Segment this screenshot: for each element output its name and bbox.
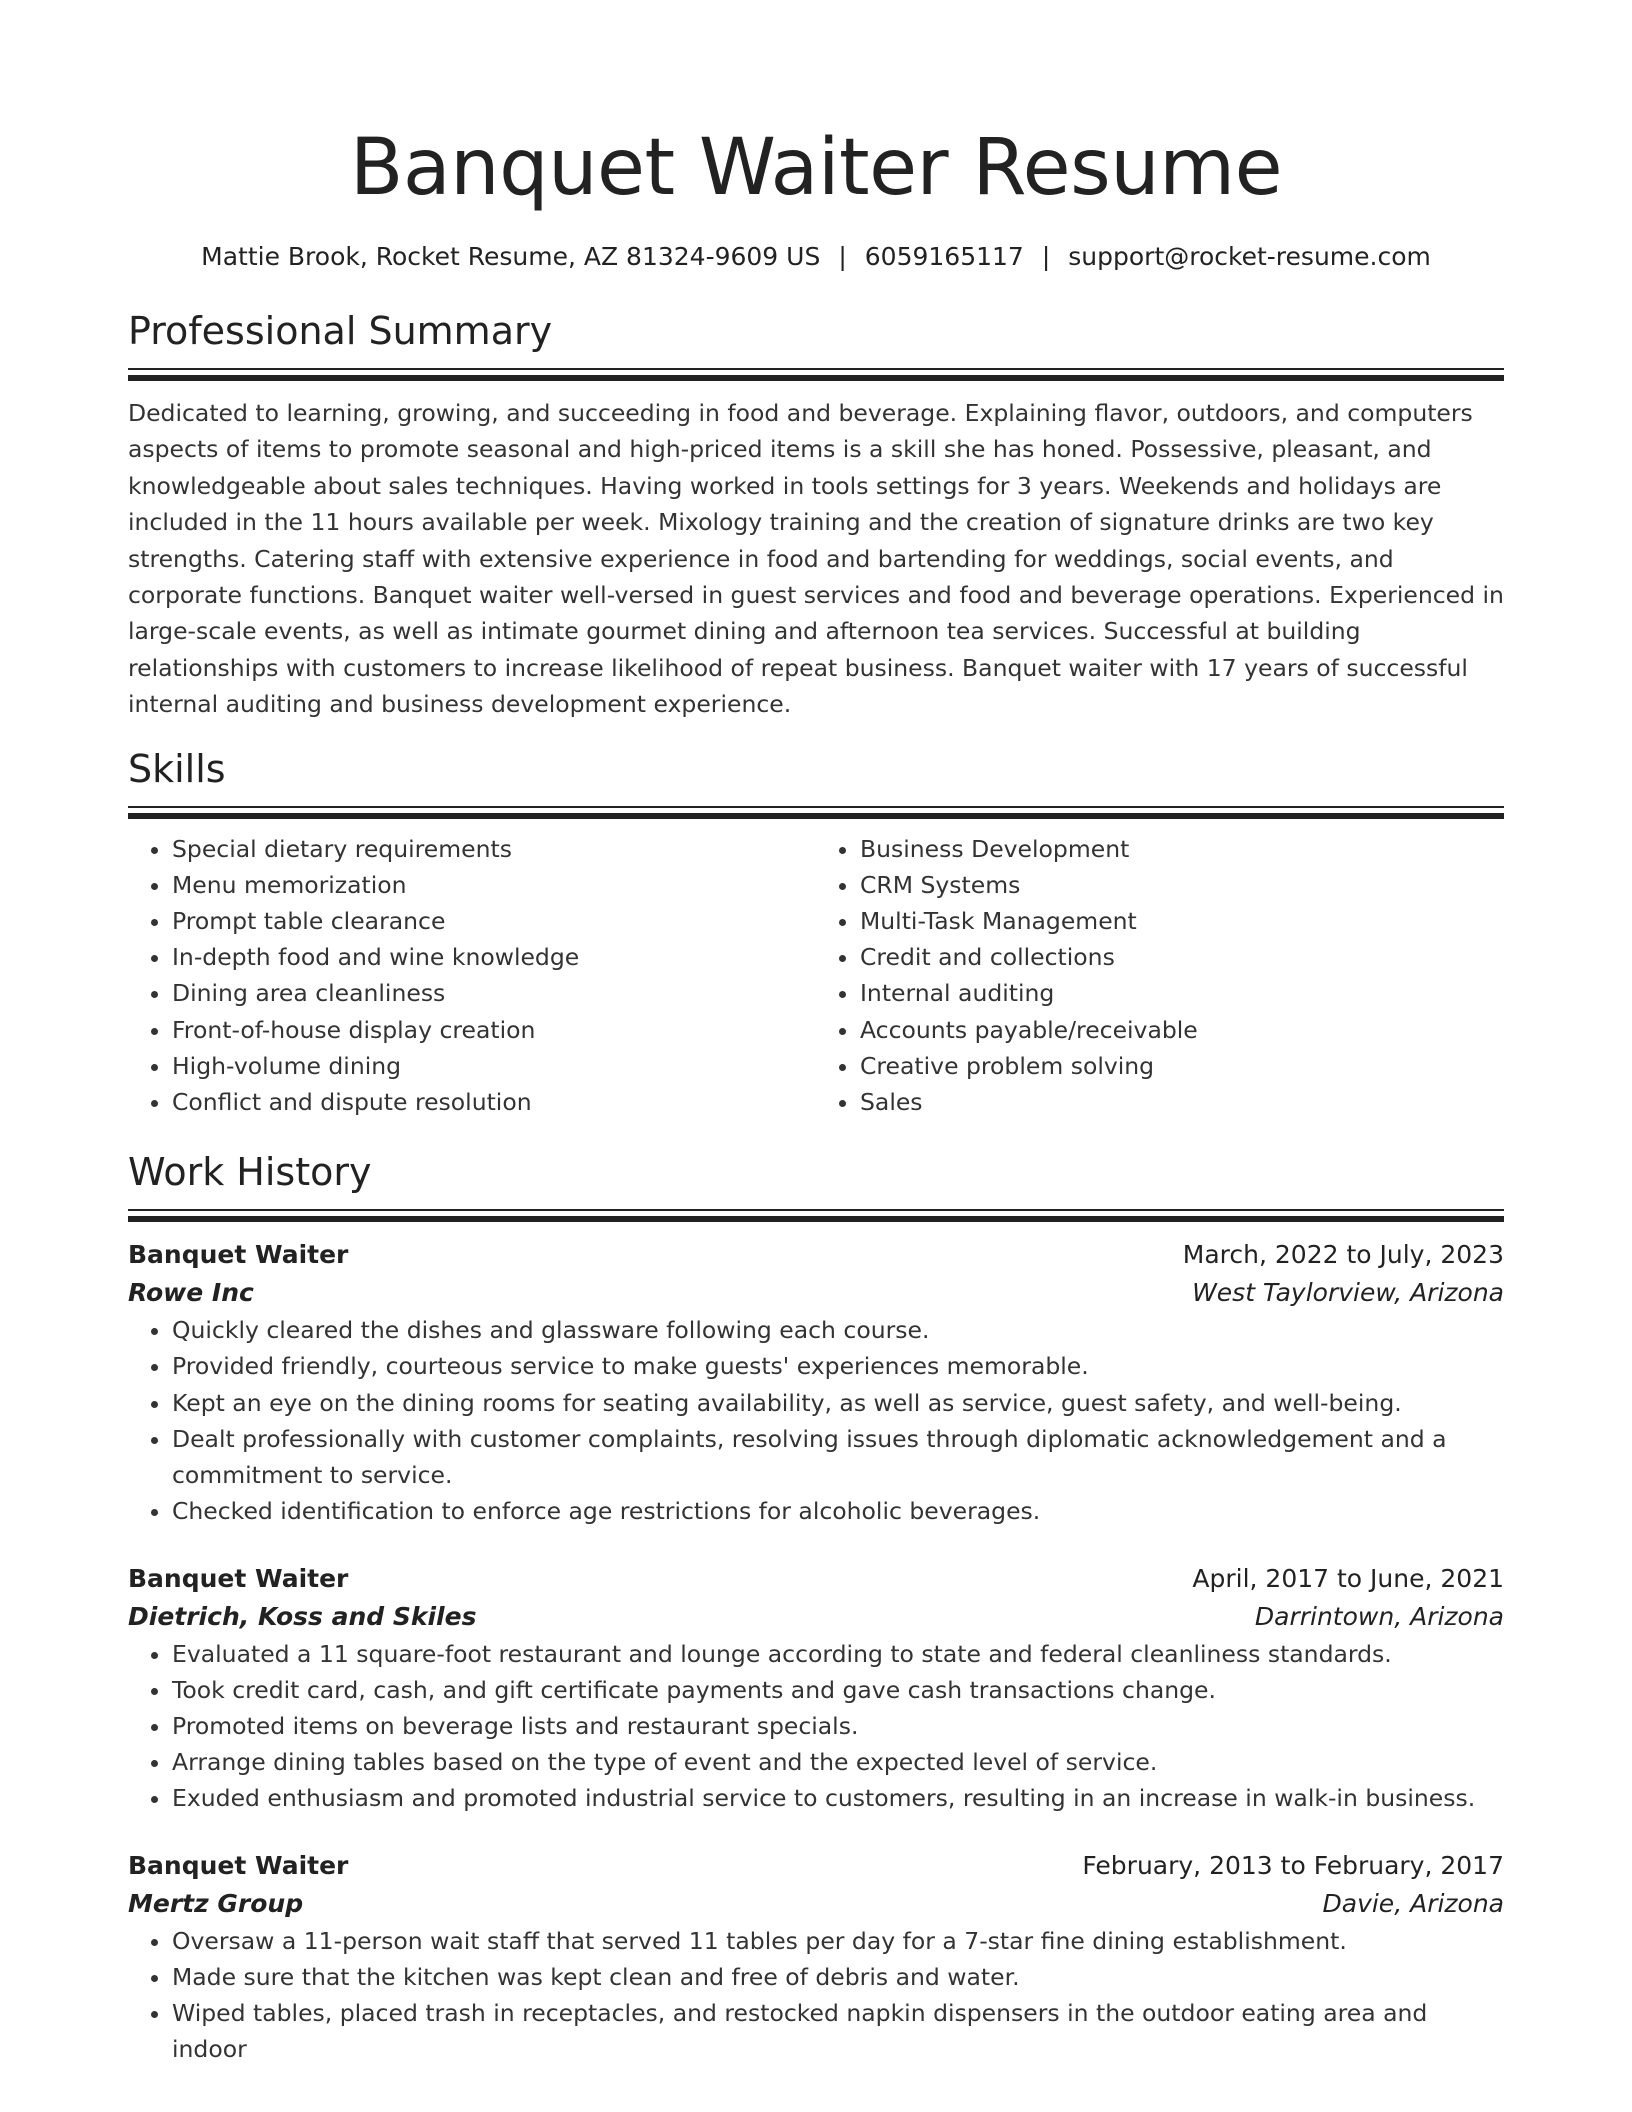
skills-heading: Skills	[128, 746, 226, 791]
job-dates: March, 2022 to July, 2023	[1182, 1240, 1504, 1270]
skill-item: • Special dietary requirements	[172, 831, 816, 867]
job-title: Banquet Waiter	[128, 1240, 349, 1270]
skill-item: • Menu memorization	[172, 867, 816, 903]
skill-item: • Sales	[860, 1084, 1504, 1120]
section-divider-thin	[128, 806, 1504, 808]
job-duty: • Made sure that the kitchen was kept clean and free of debris and water.	[172, 1959, 1504, 1995]
job-duty: • Oversaw a 11-person wait staff that served 11 tables per day for a 7-star fine dining establishment.	[172, 1923, 1504, 1959]
skills-section	[128, 745, 1504, 1121]
contact-line	[128, 240, 1504, 274]
job-header	[128, 1560, 1504, 1598]
section-divider-thick	[128, 375, 1504, 381]
contact-address: Mattie Brook, Rocket Resume, AZ 81324-9609 US	[201, 242, 821, 271]
job-entry	[128, 1236, 1504, 1529]
job-duty: • Wiped tables, placed trash in receptacles, and restocked napkin dispensers in the outdoor eating area and indoor	[172, 1995, 1504, 2067]
section-divider-thick	[128, 813, 1504, 819]
skill-item: • Multi-Task Management	[860, 903, 1504, 939]
job-duty: • Checked identification to enforce age restrictions for alcoholic beverages.	[172, 1493, 1504, 1529]
job-duty: • Took credit card, cash, and gift certificate payments and gave cash transactions change.	[172, 1672, 1504, 1708]
job-subheader	[128, 1885, 1504, 1923]
contact-separator: |	[838, 242, 847, 271]
job-entry	[128, 1560, 1504, 1817]
skills-list-right	[816, 831, 1504, 1121]
job-duty: • Dealt professionally with customer complaints, resolving issues through diplomatic acknowledgement and a commitment to service.	[172, 1421, 1504, 1493]
job-title: Banquet Waiter	[128, 1850, 349, 1880]
job-title: Banquet Waiter	[128, 1563, 349, 1593]
section-divider-thin	[128, 1209, 1504, 1211]
job-header	[128, 1847, 1504, 1885]
work-history-section	[128, 1148, 1504, 2067]
skill-item: • Front-of-house display creation	[172, 1012, 816, 1048]
job-location: West Taylorview, Arizona	[1192, 1278, 1504, 1308]
job-duties-list	[128, 1923, 1504, 2068]
skill-item: • CRM Systems	[860, 867, 1504, 903]
skill-item: • In-depth food and wine knowledge	[172, 939, 816, 975]
resume-title: Banquet Waiter Resume	[349, 123, 1283, 213]
job-subheader	[128, 1274, 1504, 1312]
contact-email: support@rocket-resume.com	[1068, 242, 1431, 271]
summary-section	[128, 307, 1504, 723]
skill-item: • Accounts payable/receivable	[860, 1012, 1504, 1048]
skill-item: • Dining area cleanliness	[172, 975, 816, 1011]
summary-text: Dedicated to learning, growing, and succeeding in food and beverage. Explaining flavor, outdoors, and computers aspects of items to promote seasonal and high-priced items is a skill she has honed. Possessive, pleasant, and knowledgeable about sales techniques. Having worked in tools settings for 3 years. Weekends and holidays are included in the 11 hours available per week. Mixology training and the creation of signature drinks are two key strengths. Catering staff with extensive experience in food and bartending for weddings, social events, and corporate functions. Banquet waiter well-versed in guest services and food and beverage operations. Experienced in large-scale events, as well as intimate gourmet dining and afternoon tea services. Successful at building relationships with customers to increase likelihood of repeat business. Banquet waiter with 17 years of successful internal auditing and business development experience.	[128, 399, 1504, 719]
contact-separator: |	[1041, 242, 1051, 271]
job-header	[128, 1236, 1504, 1274]
job-duties-list	[128, 1312, 1504, 1529]
job-company: Mertz Group	[128, 1888, 304, 1918]
skill-item: • Creative problem solving	[860, 1048, 1504, 1084]
job-duty: • Arrange dining tables based on the type of event and the expected level of service.	[172, 1744, 1504, 1780]
job-duty: • Kept an eye on the dining rooms for seating availability, as well as service, guest safety, and well-being.	[172, 1385, 1504, 1421]
job-dates: February, 2013 to February, 2017	[1082, 1850, 1504, 1880]
job-duties-list	[128, 1636, 1504, 1817]
job-subheader	[128, 1598, 1504, 1636]
work-history-heading: Work History	[128, 1150, 372, 1195]
job-duty: • Promoted items on beverage lists and restaurant specials.	[172, 1708, 1504, 1744]
job-dates: April, 2017 to June, 2021	[1192, 1563, 1504, 1593]
skills-grid	[128, 831, 1504, 1121]
job-company: Dietrich, Koss and Skiles	[128, 1601, 477, 1631]
skill-item: • Prompt table clearance	[172, 903, 816, 939]
skill-item: • Credit and collections	[860, 939, 1504, 975]
skills-list-left	[128, 831, 816, 1121]
section-divider-thick	[128, 1216, 1504, 1222]
job-duty: • Evaluated a 11 square-foot restaurant and lounge according to state and federal cleanliness standards.	[172, 1636, 1504, 1672]
job-location: Darrintown, Arizona	[1254, 1601, 1504, 1631]
job-location: Davie, Arizona	[1322, 1888, 1504, 1918]
skill-item: • High-volume dining	[172, 1048, 816, 1084]
job-duty: • Exuded enthusiasm and promoted industrial service to customers, resulting in an increase in walk-in business.	[172, 1780, 1504, 1816]
job-duty: • Provided friendly, courteous service to make guests' experiences memorable.	[172, 1348, 1504, 1384]
contact-phone: 6059165117	[864, 242, 1024, 271]
job-duty: • Quickly cleared the dishes and glassware following each course.	[172, 1312, 1504, 1348]
summary-heading: Professional Summary	[128, 309, 553, 353]
section-divider-thin	[128, 368, 1504, 370]
skill-item: • Business Development	[860, 831, 1504, 867]
job-entry	[128, 1847, 1504, 2068]
job-company: Rowe Inc	[128, 1278, 254, 1308]
skill-item: • Internal auditing	[860, 975, 1504, 1011]
skill-item: • Conflict and dispute resolution	[172, 1084, 816, 1120]
